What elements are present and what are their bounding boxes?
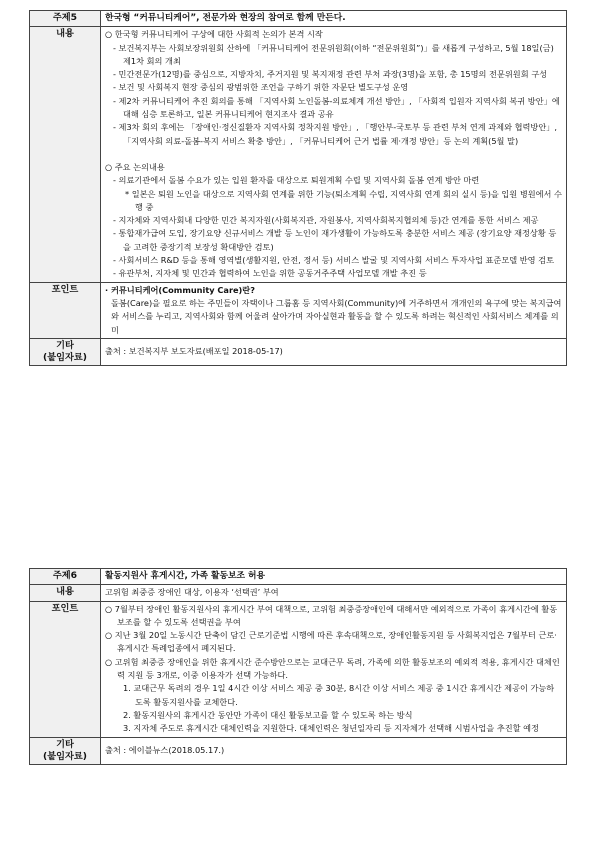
section6-content-label: 내용 <box>30 585 101 601</box>
section5-source: 출처 : 보건복지부 보도자료(배포일 2018-05-17) <box>101 338 567 365</box>
list-item: ○ 지난 3월 20일 노동시간 단축이 담긴 근로기준법 시행에 따른 후속대책으로, 장애인활동지원 등 사회복지업은 7월부터 근로·휴게시간 특례업종에서 폐지된다. <box>105 630 557 654</box>
spacer <box>105 148 562 161</box>
list-item: * 일본은 퇴원 노인을 대상으로 지역사회 연계를 위한 기능(퇴소계획 수립, 지역사회 연계 회의 실시 등)을 입원 병원에서 수행 중 <box>125 188 562 212</box>
section5-point-label: 포인트 <box>30 282 101 338</box>
list-item: - 민간전문가(12명)를 중심으로, 지방자치, 주거지원 및 복지재정 관련 부처 과장(3명)을 포함, 총 15명의 전문위원회 구성 <box>113 69 548 80</box>
section6-point-label: 포인트 <box>30 601 101 737</box>
section5-point-cell <box>101 282 567 338</box>
list-item: ○ 고위험 최중증 장애인을 위한 휴게시간 준수방안으로는 교대근무 독려, 가족에 의한 활동보조의 예외적 적용, 휴게시간 대체인력 지원 등 3개로, 이중 이용자가 선택 가능하다. <box>105 656 560 681</box>
list-item: - 지자체와 지역사회내 다양한 민간 복지자원(사회복지관, 자원봉사, 지역사회복지협의체 등)간 연계를 통한 서비스 제공 <box>113 215 539 226</box>
section5-etc-label <box>30 338 101 365</box>
section6-etc-label-1: 기타 <box>56 738 74 750</box>
list-item: - 의료기관에서 돌봄 수요가 있는 입원 환자를 대상으로 퇴원계획 수립 및 지역사회 돌봄 연계 방안 마련 <box>113 175 480 186</box>
section5-theme-row <box>30 11 567 27</box>
list-item: 1. 교대근무 독려의 경우 1일 4시간 이상 서비스 제공 중 30분, 8시간 이상 서비스 제공 중 1시간 휴게시간 제공이 가능하도록 활동지원사를 교체한다. <box>123 683 555 707</box>
section6-theme-label: 주제6 <box>30 569 101 585</box>
section5-theme-text: 한국형 “커뮤니티케어”, 전문가와 현장의 참여로 함께 만든다. <box>101 11 567 27</box>
list-item: ○ 한국형 커뮤니티케어 구상에 대한 사회적 논의가 본격 시작 <box>105 29 323 40</box>
section5-etc-label-2: (붙임자료) <box>43 351 87 363</box>
section5-content-row <box>30 27 567 282</box>
section5-etc-label-1: 기타 <box>56 339 74 351</box>
list-item: ○ 주요 논의내용 <box>105 161 165 172</box>
list-item: 2. 활동지원사의 휴게시간 동안만 가족이 대신 활동보고를 할 수 있도록 하는 방식 <box>123 709 413 720</box>
section5-etc-row <box>30 338 567 365</box>
section6-point-row <box>30 601 567 737</box>
section5-point-row <box>30 282 567 338</box>
section6-etc-label-2: (붙임자료) <box>43 750 87 762</box>
list-item: - 보건 및 사회복지 현장 중심의 광범위한 조언을 구하기 위한 자문단 별도구성 운영 <box>113 82 409 93</box>
section6-source: 출처 : 에이블뉴스(2018.05.17.) <box>101 737 567 764</box>
section6-point-cell <box>101 601 567 737</box>
section6-table <box>29 568 567 765</box>
section5-content-label: 내용 <box>30 27 101 282</box>
section6-etc-label <box>30 737 101 764</box>
section5-point-text: 돌봄(Care)을 필요로 하는 주민들이 자택이나 그룹홈 등 지역사회(Community)에 거주하면서 개개인의 욕구에 맞는 복지급여와 서비스를 누리고, 지역사회와 함께 어울려 살아가며 자아실현과 활동을 할 수 있도록 하려는 혁신적인 사회서비스 체계를 의미 <box>111 297 562 335</box>
list-item: - 제2차 커뮤니티케어 추진 회의를 통해 「지역사회 노인돌봄-의료체계 개선 방안」, 「사회적 입원자 지역사회 복귀 방안」에 대해 심층 토론하고, 일본 커뮤니티케어 현지조사 결과 공유 <box>113 95 560 120</box>
section6-theme-row <box>30 569 567 585</box>
section5-point-heading: · 커뮤니티케어(Community Care)란? <box>105 284 255 295</box>
section5-content-cell <box>101 27 567 282</box>
list-item: - 제3차 회의 후에는 「장애인·정신질환자 지역사회 정착지원 방안」, 「행안부-국토부 등 관련 부처 연계 과제와 협력방안」, 「지역사회 의료-돌봄-복지 서비스 확충 방안」, 「커뮤니티케어 근거 법률 제·개정 방안」등 논의 계획(5월 말) <box>113 122 558 146</box>
section5-content-list <box>105 28 562 280</box>
section6-content-row <box>30 585 567 601</box>
list-item: - 보건복지부는 사회보장위원회 산하에 「커뮤니티케어 전문위원회(이하 “전문위원회”)」를 새롭게 구성하고, 5월 18일(금) 제1차 회의 개최 <box>113 42 554 66</box>
list-item: - 통합재가급여 도입, 장기요양 신규서비스 개발 등 노인이 재가생활이 가능하도록 충분한 서비스 제공 (장기요양 재정상황 등을 고려한 중장기적 보장성 확대방안 검토) <box>113 228 557 252</box>
section6-etc-row <box>30 737 567 764</box>
list-item: - 사회서비스 R&D 등을 통해 영역별(생활지원, 안전, 정서 등) 서비스 발굴 및 지역사회 서비스 투자사업 표준모델 반영 검토 <box>113 255 554 266</box>
section6-content-text: 고위험 최중증 장애인 대상, 이용자 ‘선택권’ 부여 <box>101 585 567 601</box>
list-item: ○ 7월부터 장애인 활동지원사의 휴게시간 부여 대책으로, 고위험 최중증장애인에 대해서만 예외적으로 가족이 휴게시간에 활동보조를 할 수 있도록 선택권을 부여 <box>105 603 558 627</box>
section5-theme-label: 주제5 <box>30 11 101 27</box>
section6-point-list <box>105 603 562 736</box>
list-item: - 유관부처, 지자체 및 민간과 협력하여 노인을 위한 공동거주주택 사업모델 개발 추진 등 <box>113 268 427 279</box>
list-item: 3. 지자체 주도로 휴게시간 대체인력을 지원한다. 대체인력은 청년일자리 등 지자체가 선택해 시범사업을 추진할 예정 <box>123 723 539 734</box>
section5-table <box>29 10 567 366</box>
section6-theme-text: 활동지원사 휴게시간, 가족 활동보조 허용 <box>101 569 567 585</box>
